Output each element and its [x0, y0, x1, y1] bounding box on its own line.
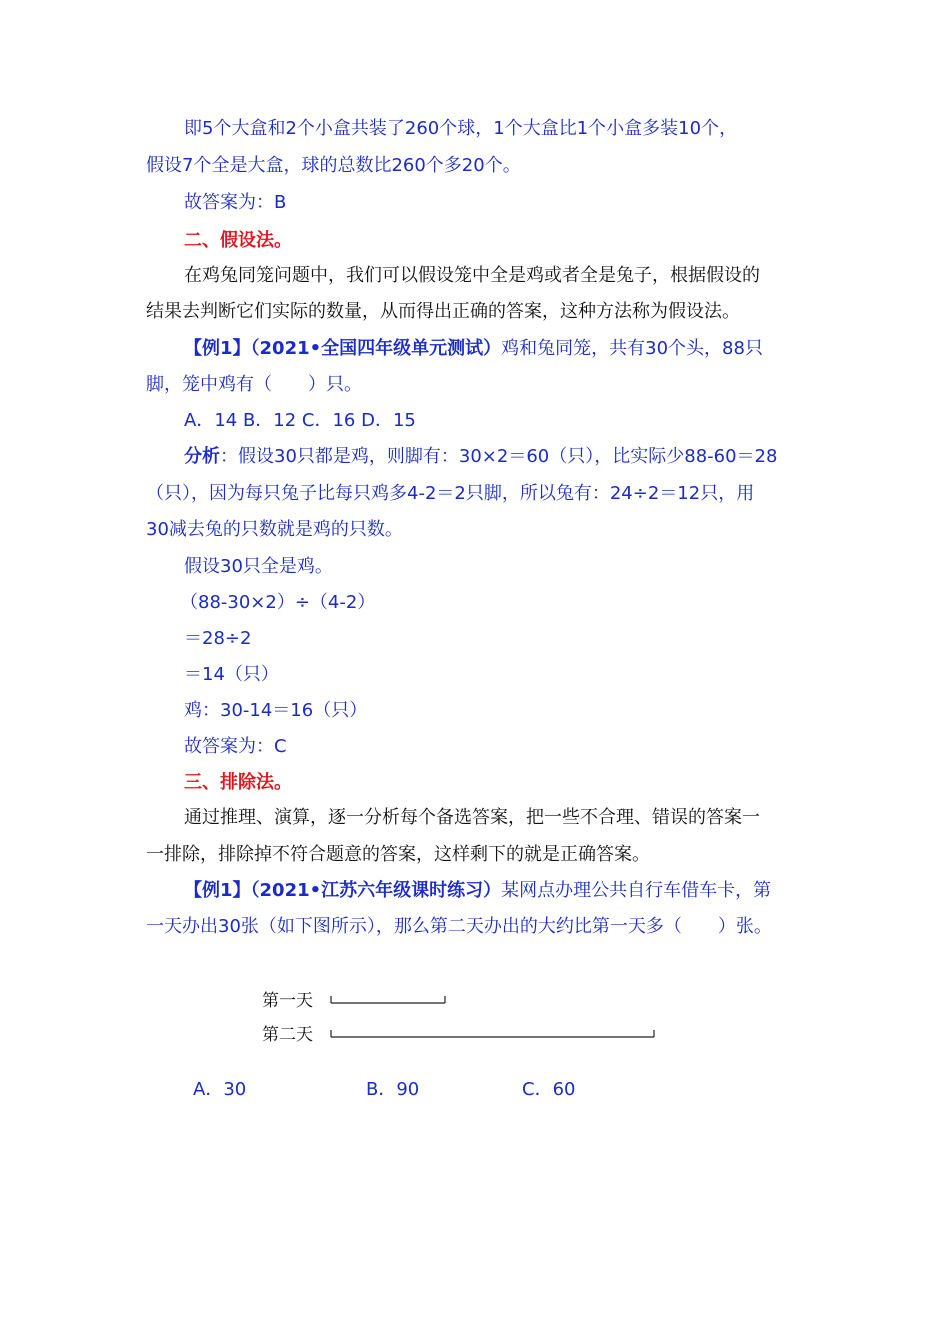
day1-label: 第一天: [262, 991, 313, 1011]
analysis-tag: 分析: [184, 446, 220, 467]
example-text-cont: 脚，笼中鸡有（ ）只。: [146, 374, 362, 395]
example-source: （2021•全国四年级单元测试）: [250, 338, 502, 359]
analysis-line: （只），因为每只兔子比每只鸡多4-2＝2只脚，所以兔有：24÷2＝12只，用: [146, 483, 755, 504]
option-a: A．30: [193, 1079, 247, 1100]
day2-label: 第二天: [262, 1025, 313, 1045]
paragraph-line: 通过推理、演算，逐一分析每个备选答案，把一些不合理、错误的答案一: [184, 807, 760, 828]
example-tag: 【例1】: [184, 880, 251, 901]
answer-line: 故答案为：B: [184, 192, 287, 213]
example-text: 某网点办理公共自行车借车卡，第: [501, 880, 772, 901]
analysis-line: [184, 445, 777, 469]
paragraph-line: 一排除，排除掉不符合题意的答案，这样剩下的就是正确答案。: [146, 844, 650, 865]
solution-step: 鸡：30-14＝16（只）: [184, 700, 368, 721]
section-heading-elimination: 三、排除法。: [184, 772, 292, 793]
example-text: 鸡和兔同笼，共有30个头，88只: [501, 338, 763, 359]
solution-step: 假设30只全是鸡。: [184, 556, 333, 577]
paragraph-line: 结果去判断它们实际的数量，从而得出正确的答案，这种方法称为假设法。: [146, 301, 740, 322]
solution-step: ＝28÷2: [184, 628, 252, 649]
example-tag: 【例1】: [184, 338, 251, 359]
option-b: B．90: [366, 1079, 420, 1100]
option-c: C．60: [522, 1079, 576, 1100]
text-line: 假设7个全是大盒，球的总数比260个多20个。: [146, 155, 521, 176]
paragraph-line: 在鸡兔同笼问题中，我们可以假设笼中全是鸡或者全是兔子，根据假设的: [184, 265, 760, 286]
solution-step: ＝14（只）: [184, 664, 279, 685]
example-source: （2021•江苏六年级课时练习）: [250, 880, 502, 901]
day1-segment: [331, 996, 445, 1003]
example-text-cont: 一天办出30张（如下图所示），那么第二天办出的大约比第一天多（ ）张。: [146, 916, 772, 937]
analysis-line: 30减去兔的只数就是鸡的只数。: [146, 519, 403, 540]
solution-step: （88-30×2）÷（4-2）: [180, 592, 376, 613]
example-1-line: [184, 337, 763, 361]
analysis-text: ：假设30只都是鸡，则脚有：30×2＝60（只），比实际少88-60＝28: [220, 446, 778, 467]
example-options: A．14 B．12 C．16 D．15: [184, 410, 416, 431]
example-2-line: [184, 879, 771, 903]
section-heading-assumption: 二、假设法。: [184, 230, 292, 251]
day2-segment: [331, 1030, 654, 1037]
answer-line: 故答案为：C: [184, 736, 287, 757]
segment-diagram: [0, 990, 950, 1050]
text-line: 即5个大盒和2个小盒共装了260个球，1个大盒比1个小盒多装10个，: [184, 118, 738, 139]
